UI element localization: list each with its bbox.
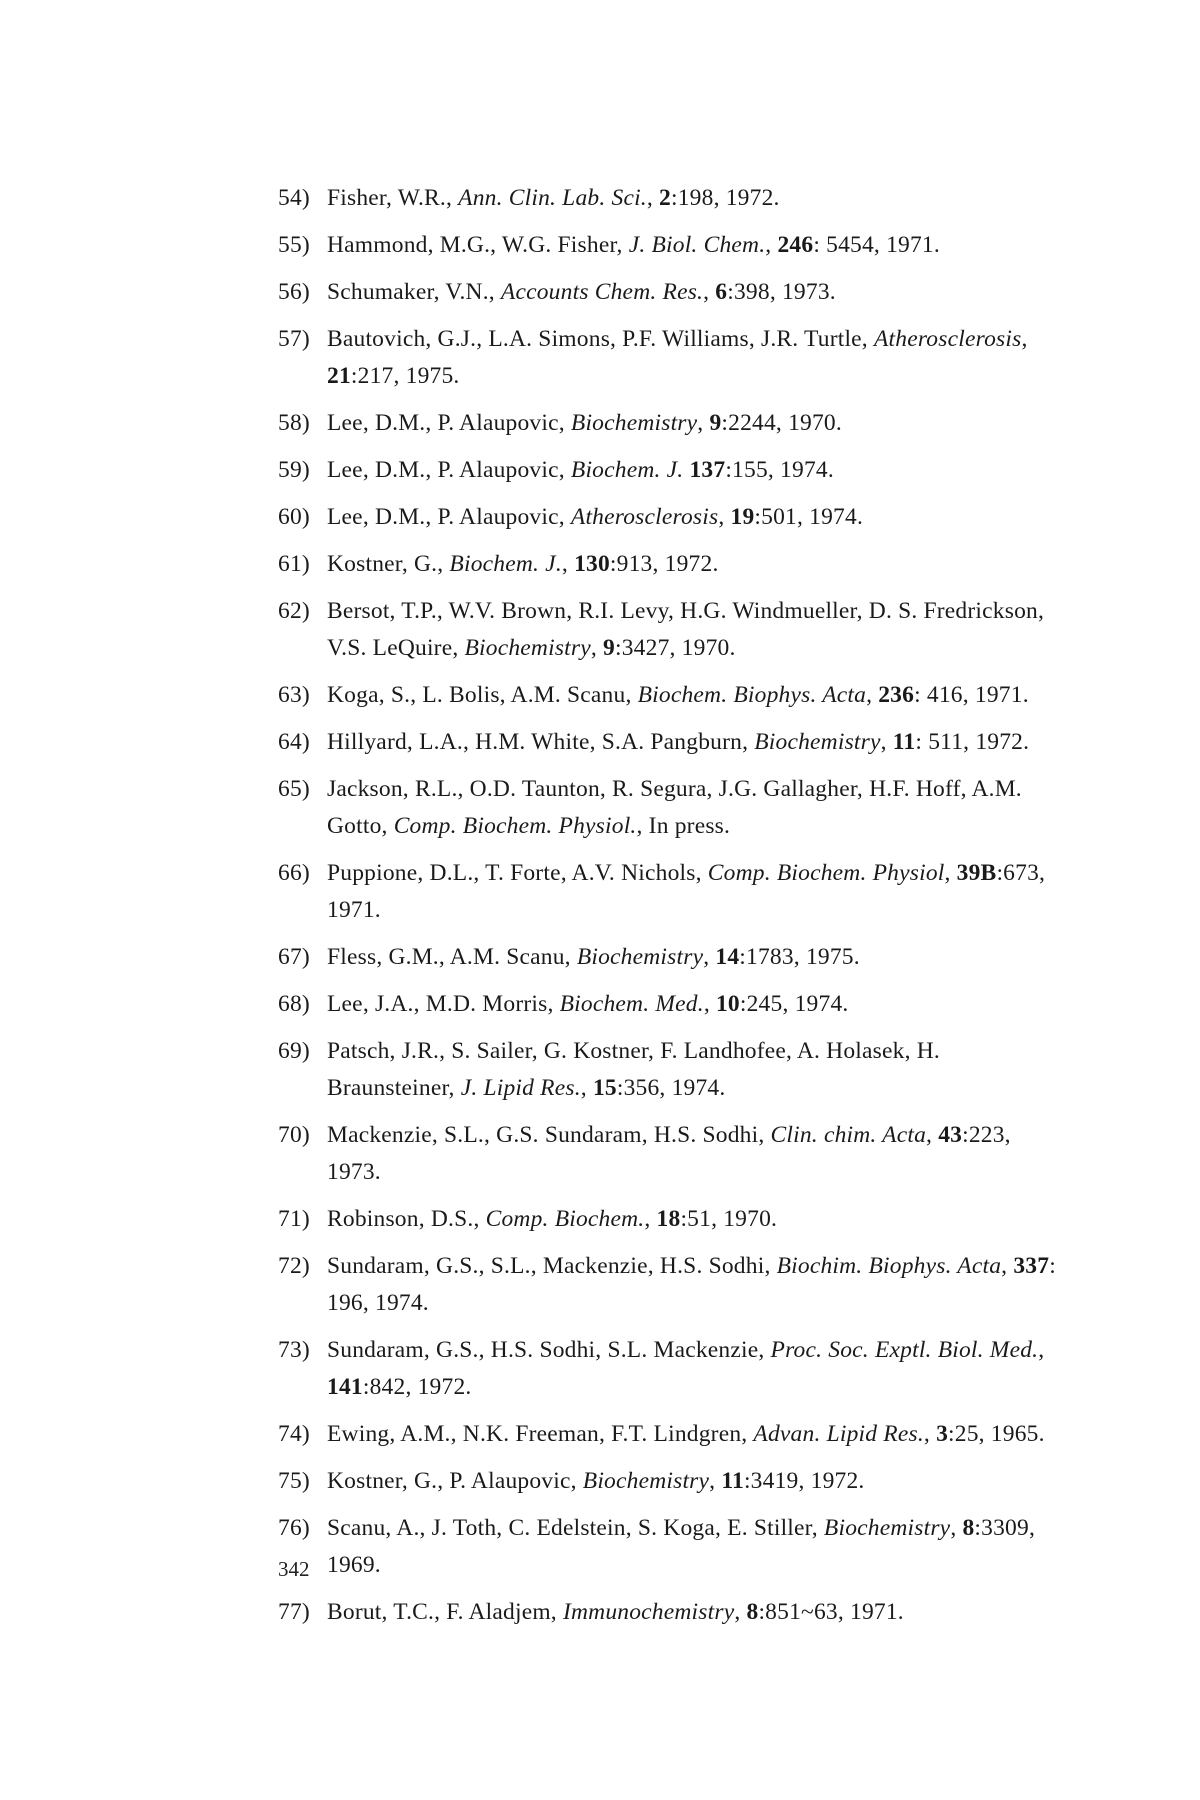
reference-journal: Comp. Biochem. Physiol.	[393, 813, 637, 839]
reference-text	[327, 855, 1068, 929]
reference-text	[327, 1117, 1068, 1191]
reference-volume: 137	[689, 457, 726, 483]
reference-separator: ,	[697, 410, 710, 436]
reference-volume: 18	[656, 1206, 681, 1232]
reference-entry	[278, 1033, 1068, 1107]
reference-number: 59)	[278, 457, 310, 483]
reference-authors: Lee, D.M., P. Alaupovic,	[327, 504, 571, 530]
reference-volume: 236	[878, 682, 915, 708]
reference-number: 68)	[278, 991, 310, 1017]
reference-entry	[278, 405, 1068, 442]
reference-separator: ,	[703, 279, 716, 305]
reference-entry	[278, 1416, 1068, 1453]
reference-volume: 11	[721, 1468, 744, 1494]
reference-pages: :913, 1972.	[609, 551, 719, 577]
reference-number: 58)	[278, 410, 310, 436]
reference-authors: Kostner, G.,	[327, 551, 450, 577]
reference-pages: :501, 1974.	[754, 504, 864, 530]
reference-number: 74)	[278, 1421, 310, 1447]
reference-volume: 19	[730, 504, 755, 530]
reference-text	[327, 1416, 1068, 1453]
reference-authors: Bersot, T.P., W.V. Brown, R.I. Levy, H.G. Windmueller, D. S. Fredrickson, V.S. LeQuire,	[327, 598, 1045, 661]
reference-number: 77)	[278, 1599, 310, 1625]
reference-volume: 337	[1013, 1253, 1050, 1279]
reference-separator: ,	[1038, 1337, 1045, 1363]
reference-authors: Sundaram, G.S., H.S. Sodhi, S.L. Mackenzie,	[327, 1337, 771, 1363]
reference-journal: Biochemistry	[576, 944, 704, 970]
reference-volume: 8	[746, 1599, 759, 1625]
reference-number: 67)	[278, 944, 310, 970]
reference-separator: ,	[923, 1421, 937, 1447]
reference-number: 54)	[278, 185, 310, 211]
reference-pages: :1783, 1975.	[739, 944, 860, 970]
reference-separator: ,	[590, 635, 604, 661]
reference-journal: Biochemistry	[582, 1468, 710, 1494]
reference-entry	[278, 939, 1068, 976]
reference-journal: Biochem. J.	[570, 457, 684, 483]
reference-pages: :25, 1965.	[948, 1421, 1045, 1447]
reference-entry	[278, 452, 1068, 489]
reference-journal: Biochemistry	[464, 635, 591, 661]
reference-text	[327, 546, 1068, 583]
reference-pages: :356, 1974.	[616, 1075, 726, 1101]
reference-volume: 130	[574, 551, 610, 577]
reference-journal: Comp. Biochem. Physiol	[707, 860, 945, 886]
reference-entry	[278, 1248, 1068, 1322]
reference-volume: 6	[715, 279, 728, 305]
reference-text	[327, 1201, 1068, 1238]
page-number: 342	[278, 1557, 310, 1581]
reference-entry	[278, 1201, 1068, 1238]
reference-separator: ,	[718, 504, 731, 530]
reference-pages: : 511, 1972.	[915, 729, 1030, 755]
reference-text	[327, 1248, 1068, 1322]
reference-pages: :3427, 1970.	[615, 635, 736, 661]
reference-entry	[278, 1332, 1068, 1406]
reference-text	[327, 939, 1068, 976]
reference-journal: Advan. Lipid Res.	[753, 1421, 924, 1447]
reference-journal: Comp. Biochem.	[485, 1206, 645, 1232]
reference-pages: :198, 1972.	[671, 185, 780, 211]
reference-volume: 8	[962, 1515, 975, 1541]
reference-number: 73)	[278, 1337, 310, 1363]
reference-authors: Lee, D.M., P. Alaupovic,	[327, 457, 571, 483]
reference-pages: In press.	[648, 813, 731, 839]
reference-authors: Schumaker, V.N.,	[327, 279, 501, 305]
reference-separator: ,	[944, 860, 957, 886]
reference-entry	[278, 1594, 1068, 1631]
reference-text	[327, 274, 1068, 311]
reference-number: 75)	[278, 1468, 310, 1494]
reference-pages: : 196, 1974.	[327, 1253, 1056, 1316]
reference-journal: Proc. Soc. Exptl. Biol. Med.	[770, 1337, 1039, 1363]
reference-authors: Jackson, R.L., O.D. Taunton, R. Segura, J.G. Gallagher, H.F. Hoff, A.M. Gotto,	[327, 776, 1022, 839]
reference-separator: ,	[1021, 326, 1028, 352]
reference-pages: : 5454, 1971.	[813, 232, 940, 258]
reference-journal: Ann. Clin. Lab. Sci.	[458, 185, 647, 211]
reference-entry	[278, 677, 1068, 714]
reference-pages: :673, 1971.	[327, 860, 1046, 923]
reference-authors: Koga, S., L. Bolis, A.M. Scanu,	[327, 682, 638, 708]
reference-number: 60)	[278, 504, 310, 530]
reference-volume: 10	[715, 991, 740, 1017]
reference-journal: Biochim. Biophys. Acta	[776, 1253, 1002, 1279]
reference-journal: Biochemistry	[754, 729, 881, 755]
reference-text	[327, 1033, 1068, 1107]
reference-pages: :398, 1973.	[727, 279, 836, 305]
reference-text	[327, 724, 1068, 761]
reference-number: 69)	[278, 1038, 310, 1064]
reference-number: 57)	[278, 326, 310, 352]
reference-separator: ,	[734, 1599, 747, 1625]
reference-journal: Biochemistry	[823, 1515, 951, 1541]
reference-number: 56)	[278, 279, 310, 305]
reference-entry	[278, 499, 1068, 536]
reference-authors: Borut, T.C., F. Aladjem,	[327, 1599, 563, 1625]
reference-text	[327, 1332, 1068, 1406]
reference-pages: :245, 1974.	[739, 991, 849, 1017]
reference-entry	[278, 227, 1068, 264]
reference-separator: ,	[646, 185, 660, 211]
reference-separator: ,	[880, 729, 893, 755]
reference-authors: Lee, J.A., M.D. Morris,	[327, 991, 560, 1017]
reference-volume: 9	[709, 410, 722, 436]
reference-volume: 39B	[956, 860, 997, 886]
reference-authors: Ewing, A.M., N.K. Freeman, F.T. Lindgren,	[327, 1421, 754, 1447]
reference-authors: Hammond, M.G., W.G. Fisher,	[327, 232, 629, 258]
reference-separator: ,	[709, 1468, 722, 1494]
reference-entry	[278, 1510, 1068, 1584]
reference-journal: J. Biol. Chem.	[628, 232, 766, 258]
reference-number: 76)	[278, 1515, 310, 1541]
reference-pages: :3419, 1972.	[743, 1468, 865, 1494]
reference-volume: 2	[659, 185, 671, 211]
reference-authors: Kostner, G., P. Alaupovic,	[327, 1468, 583, 1494]
reference-pages: :223, 1973.	[327, 1122, 1011, 1185]
reference-text	[327, 405, 1068, 442]
reference-authors: Fisher, W.R.,	[327, 185, 459, 211]
reference-text	[327, 227, 1068, 264]
reference-text	[327, 986, 1068, 1023]
reference-separator: ,	[636, 813, 649, 839]
reference-separator: ,	[561, 551, 575, 577]
reference-number: 62)	[278, 598, 310, 624]
reference-entry	[278, 1117, 1068, 1191]
reference-volume: 246	[777, 232, 814, 258]
reference-journal: J. Lipid Res.	[460, 1075, 581, 1101]
reference-pages: :155, 1974.	[725, 457, 834, 483]
reference-separator: ,	[1001, 1253, 1014, 1279]
reference-authors: Lee, D.M., P. Alaupovic,	[327, 410, 571, 436]
reference-text	[327, 321, 1068, 395]
reference-entry	[278, 180, 1068, 217]
reference-journal: Biochemistry	[570, 410, 698, 436]
reference-text	[327, 771, 1068, 845]
reference-text	[327, 677, 1068, 714]
reference-journal: Atherosclerosis	[873, 326, 1022, 352]
reference-entry	[278, 986, 1068, 1023]
reference-separator: ,	[765, 232, 778, 258]
reference-pages: :842, 1972.	[362, 1374, 472, 1400]
reference-text	[327, 1594, 1068, 1631]
reference-text	[327, 499, 1068, 536]
reference-number: 71)	[278, 1206, 310, 1232]
reference-authors: Sundaram, G.S., S.L., Mackenzie, H.S. Sodhi,	[327, 1253, 777, 1279]
reference-authors: Bautovich, G.J., L.A. Simons, P.F. Williams, J.R. Turtle,	[327, 326, 874, 352]
reference-separator: ,	[866, 682, 879, 708]
reference-number: 61)	[278, 551, 310, 577]
reference-separator: ,	[703, 991, 716, 1017]
reference-entry	[278, 1463, 1068, 1500]
reference-number: 70)	[278, 1122, 310, 1148]
reference-separator: ,	[644, 1206, 657, 1232]
reference-authors: Puppione, D.L., T. Forte, A.V. Nichols,	[327, 860, 708, 886]
reference-journal: Biochem. J.	[449, 551, 562, 577]
reference-volume: 21	[327, 363, 351, 389]
reference-pages: : 416, 1971.	[914, 682, 1029, 708]
reference-pages: :3309, 1969.	[327, 1515, 1036, 1578]
reference-journal: Immunochemistry	[562, 1599, 735, 1625]
reference-pages: :2244, 1970.	[721, 410, 842, 436]
reference-authors: Fless, G.M., A.M. Scanu,	[327, 944, 577, 970]
reference-number: 55)	[278, 232, 310, 258]
reference-volume: 11	[892, 729, 916, 755]
reference-entry	[278, 855, 1068, 929]
reference-entry	[278, 771, 1068, 845]
reference-text	[327, 1510, 1068, 1584]
reference-entry	[278, 593, 1068, 667]
reference-journal: Biochem. Med.	[559, 991, 704, 1017]
reference-volume: 43	[938, 1122, 963, 1148]
reference-volume: 9	[603, 635, 615, 661]
reference-separator: ,	[950, 1515, 963, 1541]
reference-number: 66)	[278, 860, 310, 886]
reference-text	[327, 1463, 1068, 1500]
reference-separator: ,	[703, 944, 716, 970]
reference-entry	[278, 321, 1068, 395]
reference-volume: 141	[327, 1374, 363, 1400]
reference-separator: ,	[926, 1122, 939, 1148]
reference-text	[327, 180, 1068, 217]
reference-number: 72)	[278, 1253, 310, 1279]
reference-entry	[278, 546, 1068, 583]
reference-pages: :217, 1975.	[350, 363, 460, 389]
reference-pages: :51, 1970.	[680, 1206, 778, 1232]
reference-number: 63)	[278, 682, 310, 708]
reference-separator: ,	[580, 1075, 593, 1101]
reference-text	[327, 593, 1068, 667]
reference-journal: Accounts Chem. Res.	[500, 279, 704, 305]
reference-journal: Biochem. Biophys. Acta	[637, 682, 867, 708]
reference-number: 64)	[278, 729, 310, 755]
reference-authors: Scanu, A., J. Toth, C. Edelstein, S. Koga, E. Stiller,	[327, 1515, 824, 1541]
reference-authors: Hillyard, L.A., H.M. White, S.A. Pangburn,	[327, 729, 755, 755]
reference-list	[278, 180, 1068, 1641]
reference-pages: :851~63, 1971.	[758, 1599, 904, 1625]
reference-number: 65)	[278, 776, 310, 802]
reference-text	[327, 452, 1068, 489]
reference-journal: Clin. chim. Acta	[770, 1122, 927, 1148]
reference-authors: Robinson, D.S.,	[327, 1206, 486, 1232]
reference-authors: Mackenzie, S.L., G.S. Sundaram, H.S. Sodhi,	[327, 1122, 771, 1148]
reference-volume: 3	[936, 1421, 949, 1447]
reference-entry	[278, 274, 1068, 311]
reference-volume: 14	[715, 944, 740, 970]
reference-journal: Atherosclerosis	[570, 504, 719, 530]
reference-authors: Patsch, J.R., S. Sailer, G. Kostner, F. Landhofee, A. Holasek, H. Braunsteiner,	[327, 1038, 940, 1101]
reference-volume: 15	[592, 1075, 617, 1101]
reference-entry	[278, 724, 1068, 761]
